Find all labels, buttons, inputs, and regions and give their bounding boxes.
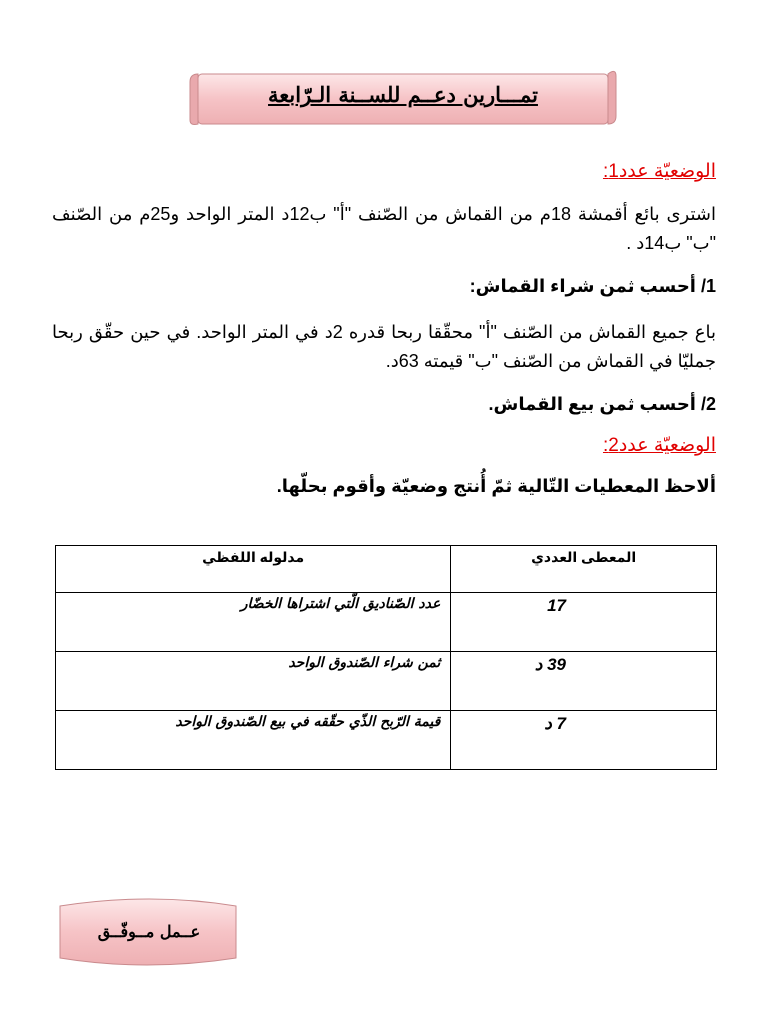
table-row [56,652,717,711]
cell-meaning: ثمن شراء الصّندوق الواحد [56,652,451,711]
situation1-heading: الوضعيّة عدد1: [602,161,716,182]
header-numeric: المعطى العددي [451,546,717,593]
table-row [56,711,717,770]
question-1: 1/ أحسب ثمن شراء القماش: [469,276,716,296]
footer-text: عــمل مــوفّــق [97,922,201,941]
header-meaning: مدلوله اللفظي [56,546,451,593]
cell-value: 39 د [451,652,717,711]
cell-value: 7 د [451,711,717,770]
situation2-heading-row [52,434,716,457]
cell-meaning: قيمة الرّبح الذّي حقّقه في بيع الصّندوق الواحد [56,711,451,770]
situation1-heading-row [52,160,716,183]
question-2: 2/ أحسب ثمن بيع القماش. [488,394,716,414]
cell-meaning: عدد الصّناديق الّتي اشتراها الخضّار [56,593,451,652]
footer-ribbon [56,898,242,972]
table-header-row [56,546,717,593]
data-table [55,545,717,770]
situation1-text: اشترى بائع أقمشة 18م من القماش من الصّنف "أ" ب12د المتر الواحد و25م من الصّنف "ب" ب14د . [52,204,716,253]
page-title: تمـــارين دعــم للســنة الـرّابعة [268,82,538,107]
title-banner [188,68,618,130]
cell-value: 17 [451,593,717,652]
situation2-heading: الوضعيّة عدد2: [602,435,716,456]
table-row [56,593,717,652]
situation2-instruction: ألاحظ المعطيات التّالية ثمّ أُنتج وضعيّة وأقوم بحلّها. [276,476,716,496]
situation1-text2: باع جميع القماش من الصّنف "أ" محقّقا ربحا قدره 2د في المتر الواحد. في حين حقّق ربحا جمليّا في القماش من الصّنف "ب" قيمته 63د. [52,322,716,371]
